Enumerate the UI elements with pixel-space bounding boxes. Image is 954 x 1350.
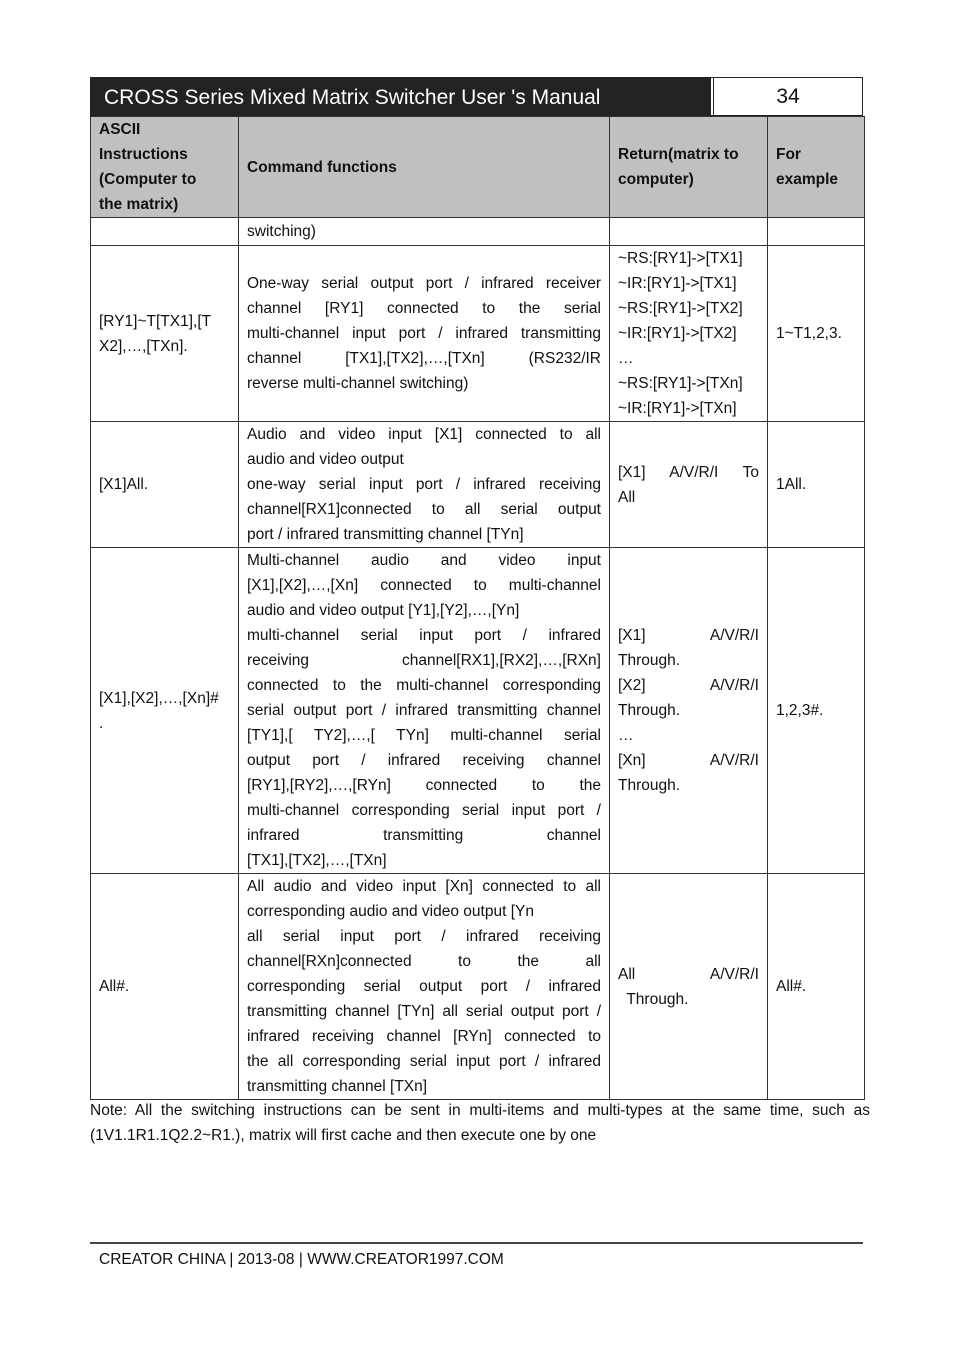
function-cell: All audio and video input [Xn] connected to all corresponding audio and video output [Yn all serial input port / infrared receiving channel[RXn]connected to the all corresponding serial output port / infrared transmitting channel [TYn] all serial output port / infrared receiving channel [RYn] connected to the all corresponding serial input port / infrared transmitting channel [TXn]	[239, 874, 610, 1100]
page-header	[90, 77, 863, 116]
function-cell: Audio and video input [X1] connected to all audio and video output one-way serial input port / infrared receiving channel[RX1]connected to all serial output port / infrared transmitting channel [TYn]	[239, 422, 610, 548]
table-header-row	[91, 117, 865, 218]
return-cell	[610, 218, 768, 246]
instruction-cell: [X1]All.	[91, 422, 239, 548]
table-row	[91, 548, 865, 874]
page-footer: CREATOR CHINA | 2013-08 | WWW.CREATOR1997.COM	[99, 1251, 504, 1268]
example-cell: 1~T1,2,3.	[768, 246, 865, 422]
instruction-cell	[91, 218, 239, 246]
table-row	[91, 246, 865, 422]
function-cell: switching)	[239, 218, 610, 246]
example-cell	[768, 218, 865, 246]
return-cell: [X1] A/V/R/I To All	[610, 422, 768, 548]
command-table	[90, 116, 865, 1100]
return-cell: ~RS:[RY1]->[TX1] ~IR:[RY1]->[TX1] ~RS:[RY1]->[TX2] ~IR:[RY1]->[TX2] … ~RS:[RY1]->[TXn] ~IR:[RY1]->[TXn]	[610, 246, 768, 422]
return-cell: [X1] A/V/R/I Through. [X2] A/V/R/I Through. … [Xn] A/V/R/I Through.	[610, 548, 768, 874]
return-cell: All A/V/R/I Through.	[610, 874, 768, 1100]
example-cell: 1,2,3#.	[768, 548, 865, 874]
column-header-return: Return(matrix to computer)	[610, 117, 768, 218]
function-cell: Multi-channel audio and video input [X1],[X2],…,[Xn] connected to multi-channel audio and video output [Y1],[Y2],…,[Yn] multi-channel serial input port / infrared receiving channel[RX1],[RX2],…,[RXn] connected to the multi-channel corresponding serial output port / infrared transmitting channel [TY1],[ TY2],…,[ TYn] multi-channel serial output port / infrared receiving channel [RY1],[RY2],…,[RYn] connected to the multi-channel corresponding serial input port / infrared transmitting channel [TX1],[TX2],…,[TXn]	[239, 548, 610, 874]
table-row	[91, 422, 865, 548]
table-row	[91, 218, 865, 246]
function-cell: One-way serial output port / infrared receiver channel [RY1] connected to the serial multi-channel input port / infrared transmitting channel [TX1],[TX2],…,[TXn] (RS232/IR reverse multi-channel switching)	[239, 246, 610, 422]
column-header-example: For example	[768, 117, 865, 218]
footer-divider	[90, 1242, 863, 1244]
instruction-cell: All#.	[91, 874, 239, 1100]
manual-title: CROSS Series Mixed Matrix Switcher User 's Manual	[91, 78, 711, 115]
column-header-ascii: ASCII Instructions (Computer to the matrix)	[91, 117, 239, 218]
example-cell: All#.	[768, 874, 865, 1100]
table-row	[91, 874, 865, 1100]
instruction-cell: [RY1]~T[TX1],[T X2],…,[TXn].	[91, 246, 239, 422]
page-number: 34	[713, 78, 862, 115]
column-header-functions: Command functions	[239, 117, 610, 218]
instruction-cell: [X1],[X2],…,[Xn]# .	[91, 548, 239, 874]
example-cell: 1All.	[768, 422, 865, 548]
switching-note: Note: All the switching instructions can be sent in multi-items and multi-types at the same time, such as (1V1.1R1.1Q2.2~R1.), matrix will first cache and then execute one by one	[90, 1102, 870, 1144]
